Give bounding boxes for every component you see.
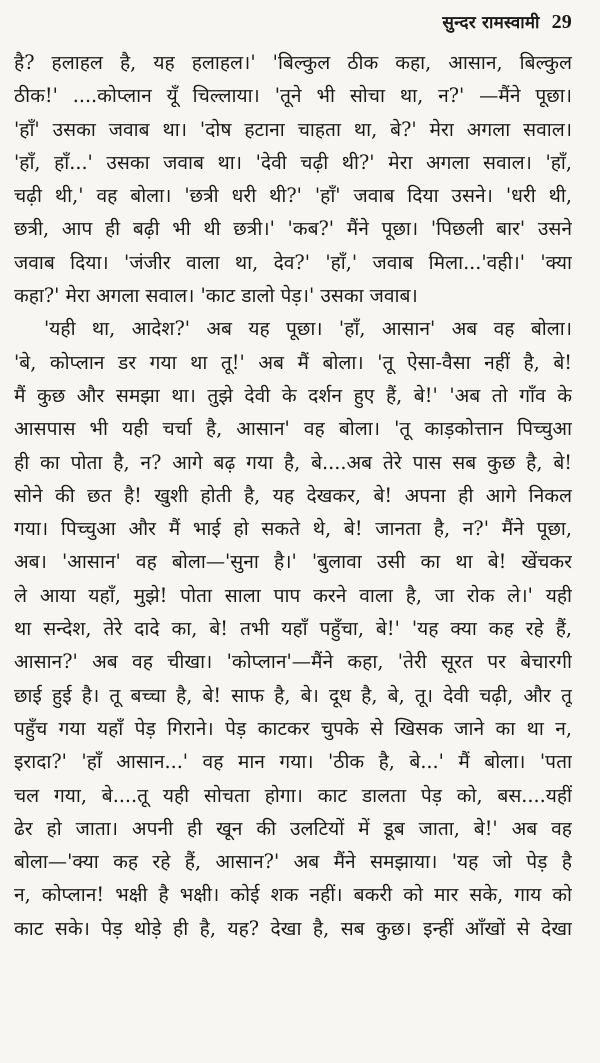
- text-line: छत्री, आप ही बढ़ी भी थी छत्री।' 'कब?' मैंने पूछा। 'पिछली बार' उसने: [14, 217, 572, 241]
- text-line: ले आया यहाँ, मुझे! पोता साला पाप करने वाला है, जा रोक ले।' यही: [14, 583, 572, 607]
- text-line: कहा?' मेरा अगला सवाल। 'काट डालो पेड़।' उसका जवाब।: [14, 284, 418, 308]
- text-line: आसान?' अब वह चीखा। 'कोप्लान'—मैंने कहा, 'तेरी सूरत पर बेचारगी: [14, 650, 572, 674]
- text-line: 'बे, कोप्लान डर गया था तू!' अब मैं बोला। 'तू ऐसा-वैसा नहीं है, बे!: [14, 350, 572, 374]
- text-line: अब। 'आसान' वह बोला—'सुना है।' 'बुलावा उसी का था बे! खेंचकर: [14, 550, 572, 574]
- text-line: आसपास भी यही चर्चा है, आसान' वह बोला। 'तू काड़कोत्तान पिच्चुआ: [14, 417, 572, 441]
- text-line: 'हाँ' उसका जवाब था। 'दोष हटाना चाहता था, बे?' मेरा अगला सवाल।: [14, 117, 572, 141]
- paragraph-1: [14, 46, 572, 312]
- text-line: बोला—'क्या कह रहे हैं, आसान?' अब मैंने समझाया। 'यह जो पेड़ है: [14, 850, 572, 874]
- text-line: जवाब दिया। 'जंजीर वाला था, देव?' 'हाँ,' जवाब मिला...'वही।' 'क्या: [14, 250, 572, 274]
- text-line: मैं कुछ और समझा था। तुझे देवी के दर्शन हुए हैं, बे!' 'अब तो गाँव के: [14, 383, 572, 407]
- text-line: पहुँच गया यहाँ पेड़ गिराने। पेड़ काटकर चुपके से खिसक जाने का था न,: [14, 716, 572, 740]
- text-line: न, कोप्लान! भक्षी है भक्षी। कोई शक नहीं। बकरी को मार सके, गाय को: [14, 883, 572, 907]
- text-line: गया। पिच्चुआ और मैं भाई हो सकते थे, बे! जानता है, न?' मैंने पूछा,: [14, 517, 572, 541]
- text-line: चढ़ी थी,' वह बोला। 'छत्री धरी थी?' 'हाँ' जवाब दिया उसने। 'धरी थी,: [14, 184, 572, 208]
- text-line: छाई हुई है। तू बच्चा है, बे! साफ है, बे। दूध है, बे, तू। देवी चढ़ी, और तू: [14, 683, 572, 707]
- text-line: ही का पोता है, न? आगे बढ़ गया है, बे....अब तेरे पास सब कुछ है, बे!: [14, 450, 572, 474]
- body-text: [14, 46, 572, 945]
- text-line: था सन्देश, तेरे दादे का, बे! तभी यहाँ पहुँचा, बे!' 'यह क्या कह रहे हैं,: [14, 617, 572, 641]
- text-line: इरादा?' 'हाँ आसान...' वह मान गया। 'ठीक है, बे...' मैं बोला। 'पता: [14, 750, 572, 774]
- text-line: ढेर हो जाता। अपनी ही खून की उलटियों में डूब जाता, बे!' अब वह: [14, 816, 572, 840]
- text-line: काट सके। पेड़ थोड़े ही है, यह? देखा है, सब कुछ। इन्हीं आँखों से देखा: [14, 916, 572, 940]
- running-header: [14, 10, 572, 44]
- text-line: सोने की छत है! खुशी होती है, यह देखकर, बे! अपना ही आगे निकल: [14, 483, 572, 507]
- text-line: 'हाँ, हाँ...' उसका जवाब था। 'देवी चढ़ी थी?' मेरा अगला सवाल। 'हाँ,: [14, 150, 572, 174]
- text-line: है? हलाहल है, यह हलाहल।' 'बिल्कुल ठीक कहा, आसान, बिल्कुल: [14, 51, 572, 74]
- text-line: चल गया, बे....तू यही सोचता होगा। काट डालता पेड़ को, बस....यहीं: [14, 783, 572, 807]
- text-line: ठीक!' ....कोप्लान यूँ चिल्लाया। 'तूने भी सोचा था, न?' —मैंने पूछा।: [14, 84, 572, 108]
- text-line: 'यही था, आदेश?' अब यह पूछा। 'हाँ, आसान' अब वह बोला।: [44, 317, 572, 341]
- paragraph-2: [14, 312, 572, 945]
- page-number: 29: [551, 11, 572, 33]
- book-title: सुन्दर रामस्वामी: [442, 13, 540, 33]
